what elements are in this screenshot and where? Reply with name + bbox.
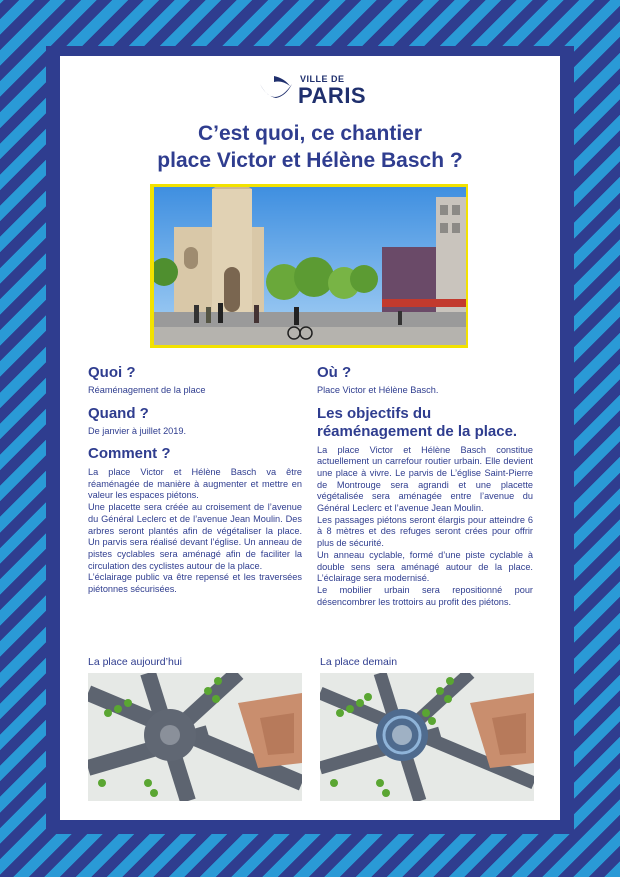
left-column (88, 364, 302, 596)
map-tomorrow (320, 673, 534, 801)
ou-text: Place Victor et Hélène Basch. (317, 385, 439, 395)
title-line-2: place Victor et Hélène Basch ? (157, 149, 463, 172)
objectifs-heading-line-2: réaménagement de la place. (317, 422, 518, 440)
quand-text: De janvier à juillet 2019. (88, 425, 187, 436)
map-today (88, 673, 302, 801)
right-column (317, 364, 533, 608)
caption-today: La place aujourd’hui (88, 656, 182, 668)
logo-paris: PARIS (298, 83, 367, 108)
ville-de-paris-logo (256, 70, 376, 110)
comment-paragraph: L’éclairage public va être repensé et les traversées piétonnes sécurisées. (88, 572, 302, 595)
comment-paragraph: Une placette sera créée au croisement de l’avenue du Général Leclerc et de l’avenue Jean Moulin. Des arbres seront plantés afin de végétaliser la place. Un parvis sera réalisé devant l’église. Un anneau de pistes cyclables sera aménagé afin de faciliter la circulation des cyclistes autour de la place. (88, 502, 302, 571)
ou-heading: Où ? (317, 364, 352, 381)
quoi-heading: Quoi ? (88, 364, 136, 381)
quoi-text: Réaménagement de la place (88, 385, 206, 395)
page-title (60, 120, 560, 174)
objectifs-heading-line-1: Les objectifs du (317, 404, 432, 422)
objectifs-paragraph: Un anneau cyclable, formé d’une piste cyclable à double sens sera aménagé autour de la place. L’éclairage sera modernisé. (317, 549, 533, 584)
paris-boat-icon (256, 70, 296, 110)
poster-panel (60, 56, 560, 820)
comment-paragraph: La place Victor et Hélène Basch va être réaménagée de manière à augmenter et mettre en valeur les espaces piétons. (88, 467, 302, 501)
caption-tomorrow: La place demain (320, 656, 398, 668)
place-photo (154, 187, 466, 345)
quand-heading: Quand ? (88, 404, 149, 422)
objectifs-paragraph: La place Victor et Hélène Basch constitue actuellement un carrefour routier urbain. Elle devient une place à vivre. Le parvis de L’église Saint-Pierre de Montrouge sera agrandi et une placette végétalisée sera aménagée entre l’avenue du Général Leclerc et l’avenue Jean Moulin. (317, 444, 533, 514)
comment-heading: Comment ? (88, 445, 171, 462)
title-line-1: C’est quoi, ce chantier (197, 122, 423, 145)
objectifs-paragraph: Le mobilier urbain sera repositionné pour désencombrer les trottoirs au profit des piétons. (317, 584, 533, 607)
objectifs-paragraph: Les passages piétons seront élargis pour atteindre 6 à 8 mètres et des refuges seront crées pour offrir plus de sécurité. (317, 514, 533, 549)
logo-ville-de: VILLE DE (300, 74, 345, 84)
